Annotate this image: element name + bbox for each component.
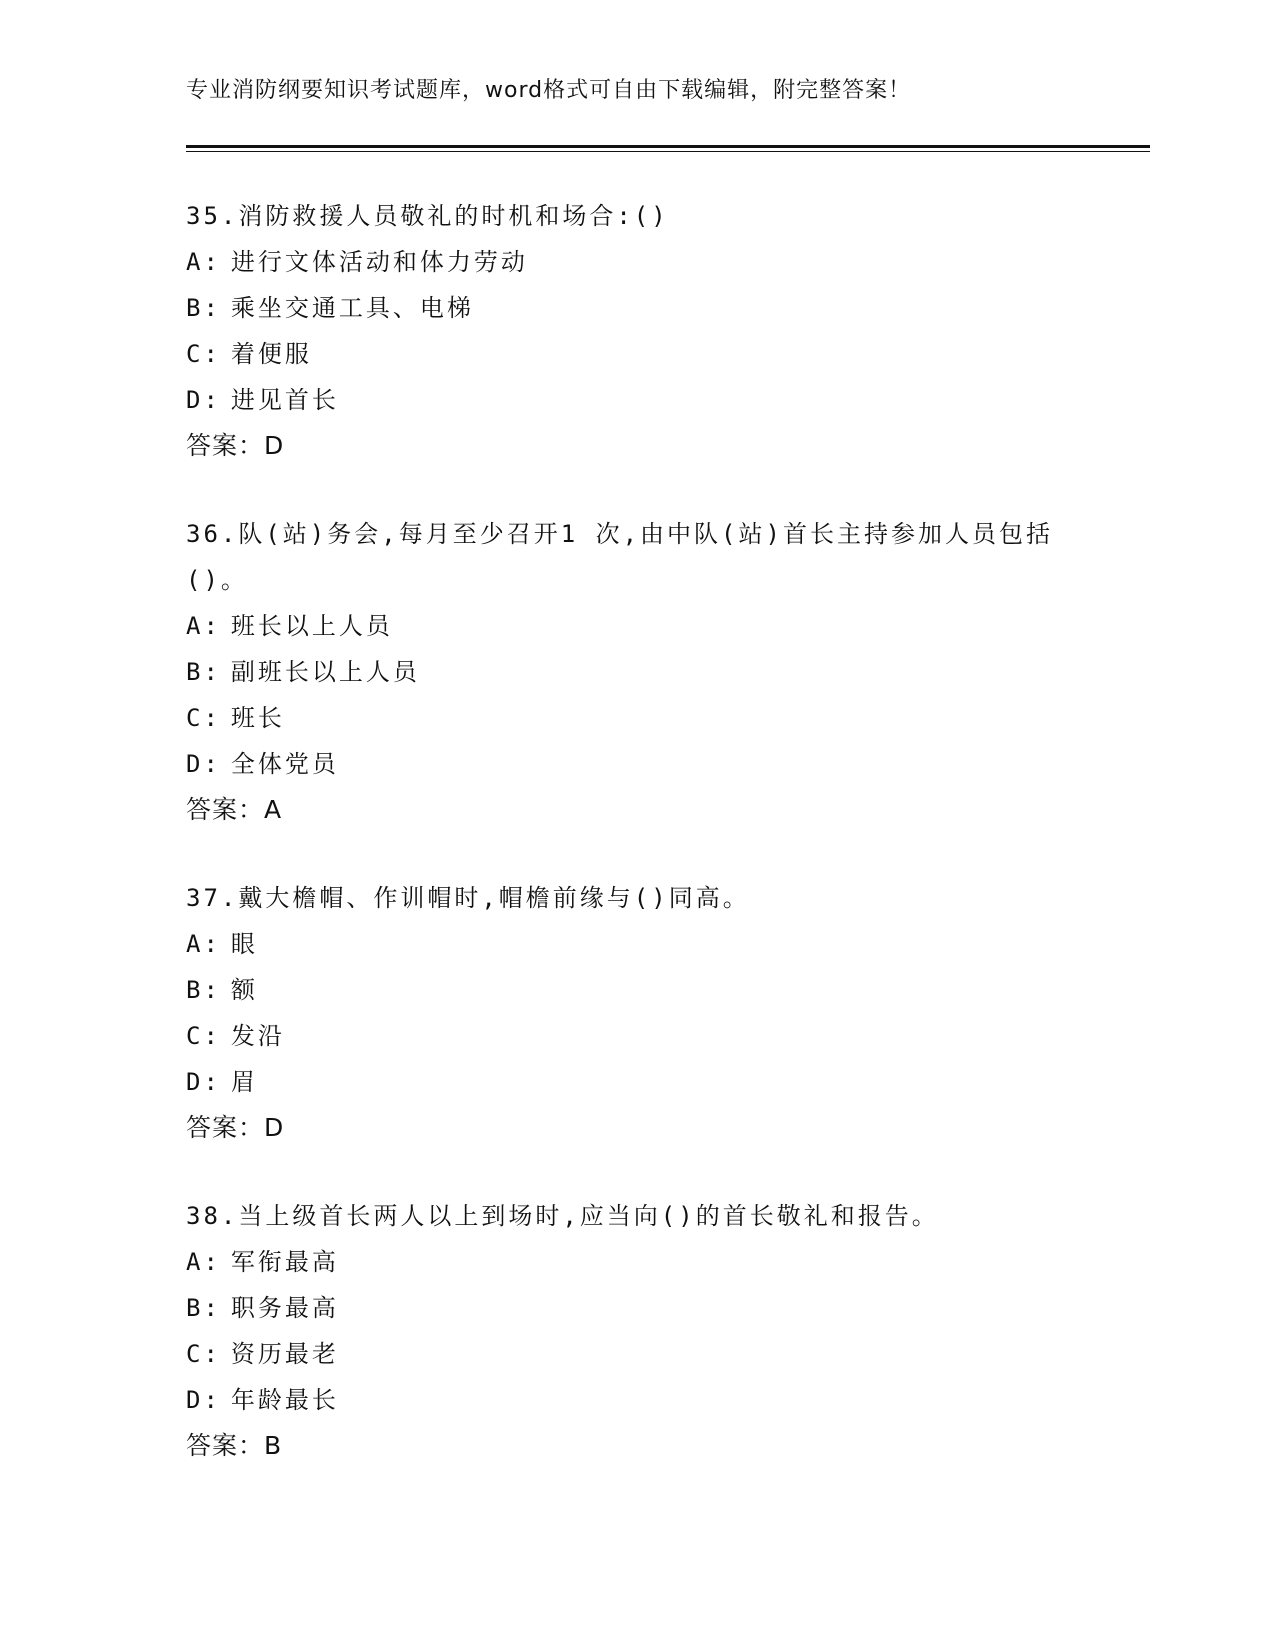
option-text: 班长以上人员 [230, 612, 393, 640]
option-a [186, 921, 1086, 967]
question-35 [186, 193, 1086, 469]
option-text: 军衔最高 [230, 1248, 339, 1276]
option-c [186, 331, 1086, 377]
option-letter: C: [186, 1340, 221, 1368]
option-b [186, 285, 1086, 331]
option-letter: A: [186, 1248, 221, 1276]
question-stem: 35.消防救援人员敬礼的时机和场合:() [186, 202, 669, 230]
option-text: 发沿 [230, 1022, 285, 1050]
option-d [186, 377, 1086, 423]
option-b [186, 649, 1086, 695]
page-header: 专业消防纲要知识考试题库，word格式可自由下载编辑，附完整答案！ [186, 78, 912, 103]
option-d [186, 1377, 1086, 1423]
option-text: 着便服 [230, 340, 312, 368]
option-c [186, 1331, 1086, 1377]
option-text: 进行文体活动和体力劳动 [230, 248, 528, 276]
answer-line: 答案：B [186, 1431, 283, 1460]
question-37 [186, 875, 1086, 1151]
answer-line: 答案：D [186, 431, 285, 460]
question-stem: 38.当上级首长两人以上到场时,应当向()的首长敬礼和报告。 [186, 1202, 939, 1230]
option-letter: D: [186, 1386, 221, 1414]
option-c [186, 695, 1086, 741]
option-text: 全体党员 [230, 750, 339, 778]
option-text: 班长 [230, 704, 285, 732]
option-letter: C: [186, 1022, 221, 1050]
header-rule-thin [186, 151, 1150, 152]
option-text: 职务最高 [230, 1294, 339, 1322]
option-text: 额 [230, 976, 258, 1004]
option-letter: B: [186, 976, 221, 1004]
option-letter: B: [186, 294, 221, 322]
option-letter: A: [186, 612, 221, 640]
option-d [186, 741, 1086, 787]
header-rule-thick [186, 145, 1150, 148]
option-text: 年龄最长 [230, 1386, 339, 1414]
option-letter: A: [186, 930, 221, 958]
question-38 [186, 1193, 1086, 1469]
option-a [186, 1239, 1086, 1285]
question-stem: 37.戴大檐帽、作训帽时,帽檐前缘与()同高。 [186, 884, 750, 912]
option-letter: D: [186, 386, 221, 414]
option-c [186, 1013, 1086, 1059]
option-letter: C: [186, 340, 221, 368]
option-letter: D: [186, 750, 221, 778]
question-36 [186, 511, 1086, 833]
option-letter: D: [186, 1068, 221, 1096]
option-b [186, 967, 1086, 1013]
option-text: 进见首长 [230, 386, 339, 414]
option-text: 眉 [230, 1068, 258, 1096]
option-text: 副班长以上人员 [230, 658, 420, 686]
option-letter: A: [186, 248, 221, 276]
option-text: 眼 [230, 930, 258, 958]
option-letter: B: [186, 1294, 221, 1322]
option-a [186, 239, 1086, 285]
option-b [186, 1285, 1086, 1331]
option-text: 资历最老 [230, 1340, 339, 1368]
option-letter: C: [186, 704, 221, 732]
option-letter: B: [186, 658, 221, 686]
answer-line: 答案：D [186, 1113, 285, 1142]
answer-line: 答案：A [186, 795, 283, 824]
option-a [186, 603, 1086, 649]
question-stem: 36.队(站)务会,每月至少召开1 次,由中队(站)首长主持参加人员包括()。 [186, 520, 1053, 594]
option-d [186, 1059, 1086, 1105]
option-text: 乘坐交通工具、电梯 [230, 294, 474, 322]
